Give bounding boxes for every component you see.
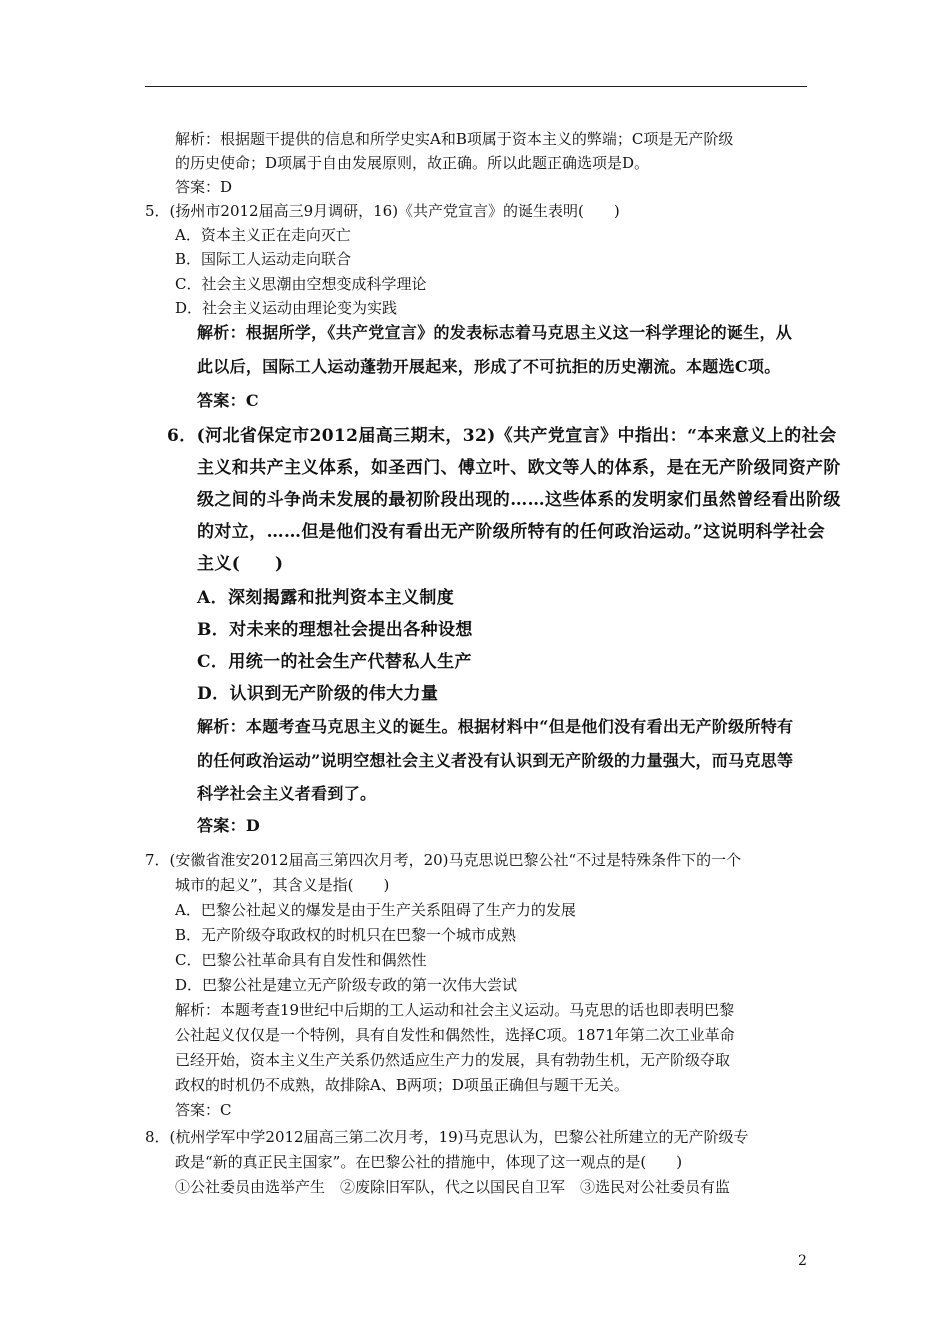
q7-option-b: B．无产阶级夺取政权的时机只在巴黎一个城市成熟: [175, 926, 517, 944]
q7-explanation-line-1: 解析：本题考查19世纪中后期的工人运动和社会主义运动。马克思的话也即表明巴黎: [175, 1001, 735, 1019]
q4-answer: 答案：D: [175, 178, 233, 196]
q6-stem-line-1: 6．(河北省保定市2012届高三期末，32)《共产党宣言》中指出：“本来意义上的社会: [167, 426, 837, 446]
q5-option-b: B．国际工人运动走向联合: [175, 250, 352, 268]
q6-stem-line-2: 主义和共产主义体系，如圣西门、傅立叶、欧文等人的体系，是在无产阶级同资产阶: [197, 458, 841, 478]
q7-answer: 答案：C: [175, 1101, 232, 1119]
q7-option-d: D．巴黎公社是建立无产阶级专政的第一次伟大尝试: [175, 976, 518, 994]
q8-stem-line-2: 政是“新的真正民主国家”。在巴黎公社的措施中，体现了这一观点的是( ): [175, 1153, 683, 1171]
q6-option-a: A．深刻揭露和批判资本主义制度: [197, 588, 455, 608]
q7-explanation-line-2: 公社起义仅仅是一个特例，具有自发性和偶然性，选择C项。1871年第二次工业革命: [175, 1026, 735, 1044]
q6-explanation-line-3: 科学社会主义者看到了。: [197, 784, 377, 803]
q7-explanation-line-3: 已经开始，资本主义生产关系仍然适应生产力的发展，具有勃勃生机，无产阶级夺取: [175, 1051, 731, 1069]
q5-option-c: C．社会主义思潮由空想变成科学理论: [175, 275, 427, 293]
q5-explanation-line-1: 解析：根据所学，《共产党宣言》的发表标志着马克思主义这一科学理论的诞生，从: [197, 323, 793, 342]
q6-option-b: B．对未来的理想社会提出各种设想: [197, 620, 473, 640]
q5-answer: 答案：C: [197, 391, 259, 410]
q6-stem-line-4: 的对立，……但是他们没有看出无产阶级所特有的任何政治运动。”这说明科学社会: [197, 522, 826, 542]
q5-stem: 5．(扬州市2012届高三9月调研，16)《共产党宣言》的诞生表明( ): [145, 202, 620, 220]
q7-option-c: C．巴黎公社革命具有自发性和偶然性: [175, 951, 427, 969]
q5-option-a: A．资本主义正在走向灭亡: [175, 226, 351, 244]
header-rule: [145, 86, 807, 87]
q5-option-d: D．社会主义运动由理论变为实践: [175, 299, 398, 317]
q6-option-d: D．认识到无产阶级的伟大力量: [197, 684, 439, 704]
q5-explanation-line-2: 此以后，国际工人运动蓬勃开展起来，形成了不可抗拒的历史潮流。本题选C项。: [197, 357, 781, 376]
q6-explanation-line-2: 的任何政治运动”说明空想社会主义者没有认识到无产阶级的力量强大，而马克思等: [197, 751, 794, 770]
q7-option-a: A．巴黎公社起义的爆发是由于生产关系阻碍了生产力的发展: [175, 901, 576, 919]
q4-explanation-line-1: 解析：根据题干提供的信息和所学史实A和B项属于资本主义的弊端；C项是无产阶级: [175, 130, 734, 148]
q6-stem-line-5: 主义( ): [197, 554, 284, 574]
q6-explanation-line-1: 解析：本题考查马克思主义的诞生。根据材料中“但是他们没有看出无产阶级所特有: [197, 717, 794, 736]
q8-stem-line-1: 8．(杭州学军中学2012届高三第二次月考，19)马克思认为，巴黎公社所建立的无产阶级专: [145, 1128, 749, 1146]
q7-stem-line-1: 7．(安徽省淮安2012届高三第四次月考，20)马克思说巴黎公社“不过是特殊条件下的一个: [145, 851, 742, 869]
q6-option-c: C．用统一的社会生产代替私人生产: [197, 652, 472, 672]
q7-stem-line-2: 城市的起义”，其含义是指( ): [175, 876, 390, 894]
q8-options-line: ①公社委员由选举产生 ②废除旧军队，代之以国民自卫军 ③选民对公社委员有监: [175, 1178, 731, 1196]
q6-answer: 答案：D: [197, 816, 261, 835]
page-number: 2: [798, 1253, 807, 1269]
q6-stem-line-3: 级之间的斗争尚未发展的最初阶段出现的……这些体系的发明家们虽然曾经看出阶级: [197, 490, 841, 510]
q4-explanation-line-2: 的历史使命；D项属于自由发展原则，故正确。所以此题正确选项是D。: [175, 154, 650, 172]
q7-explanation-line-4: 政权的时机仍不成熟，故排除A、B两项；D项虽正确但与题干无关。: [175, 1076, 629, 1094]
